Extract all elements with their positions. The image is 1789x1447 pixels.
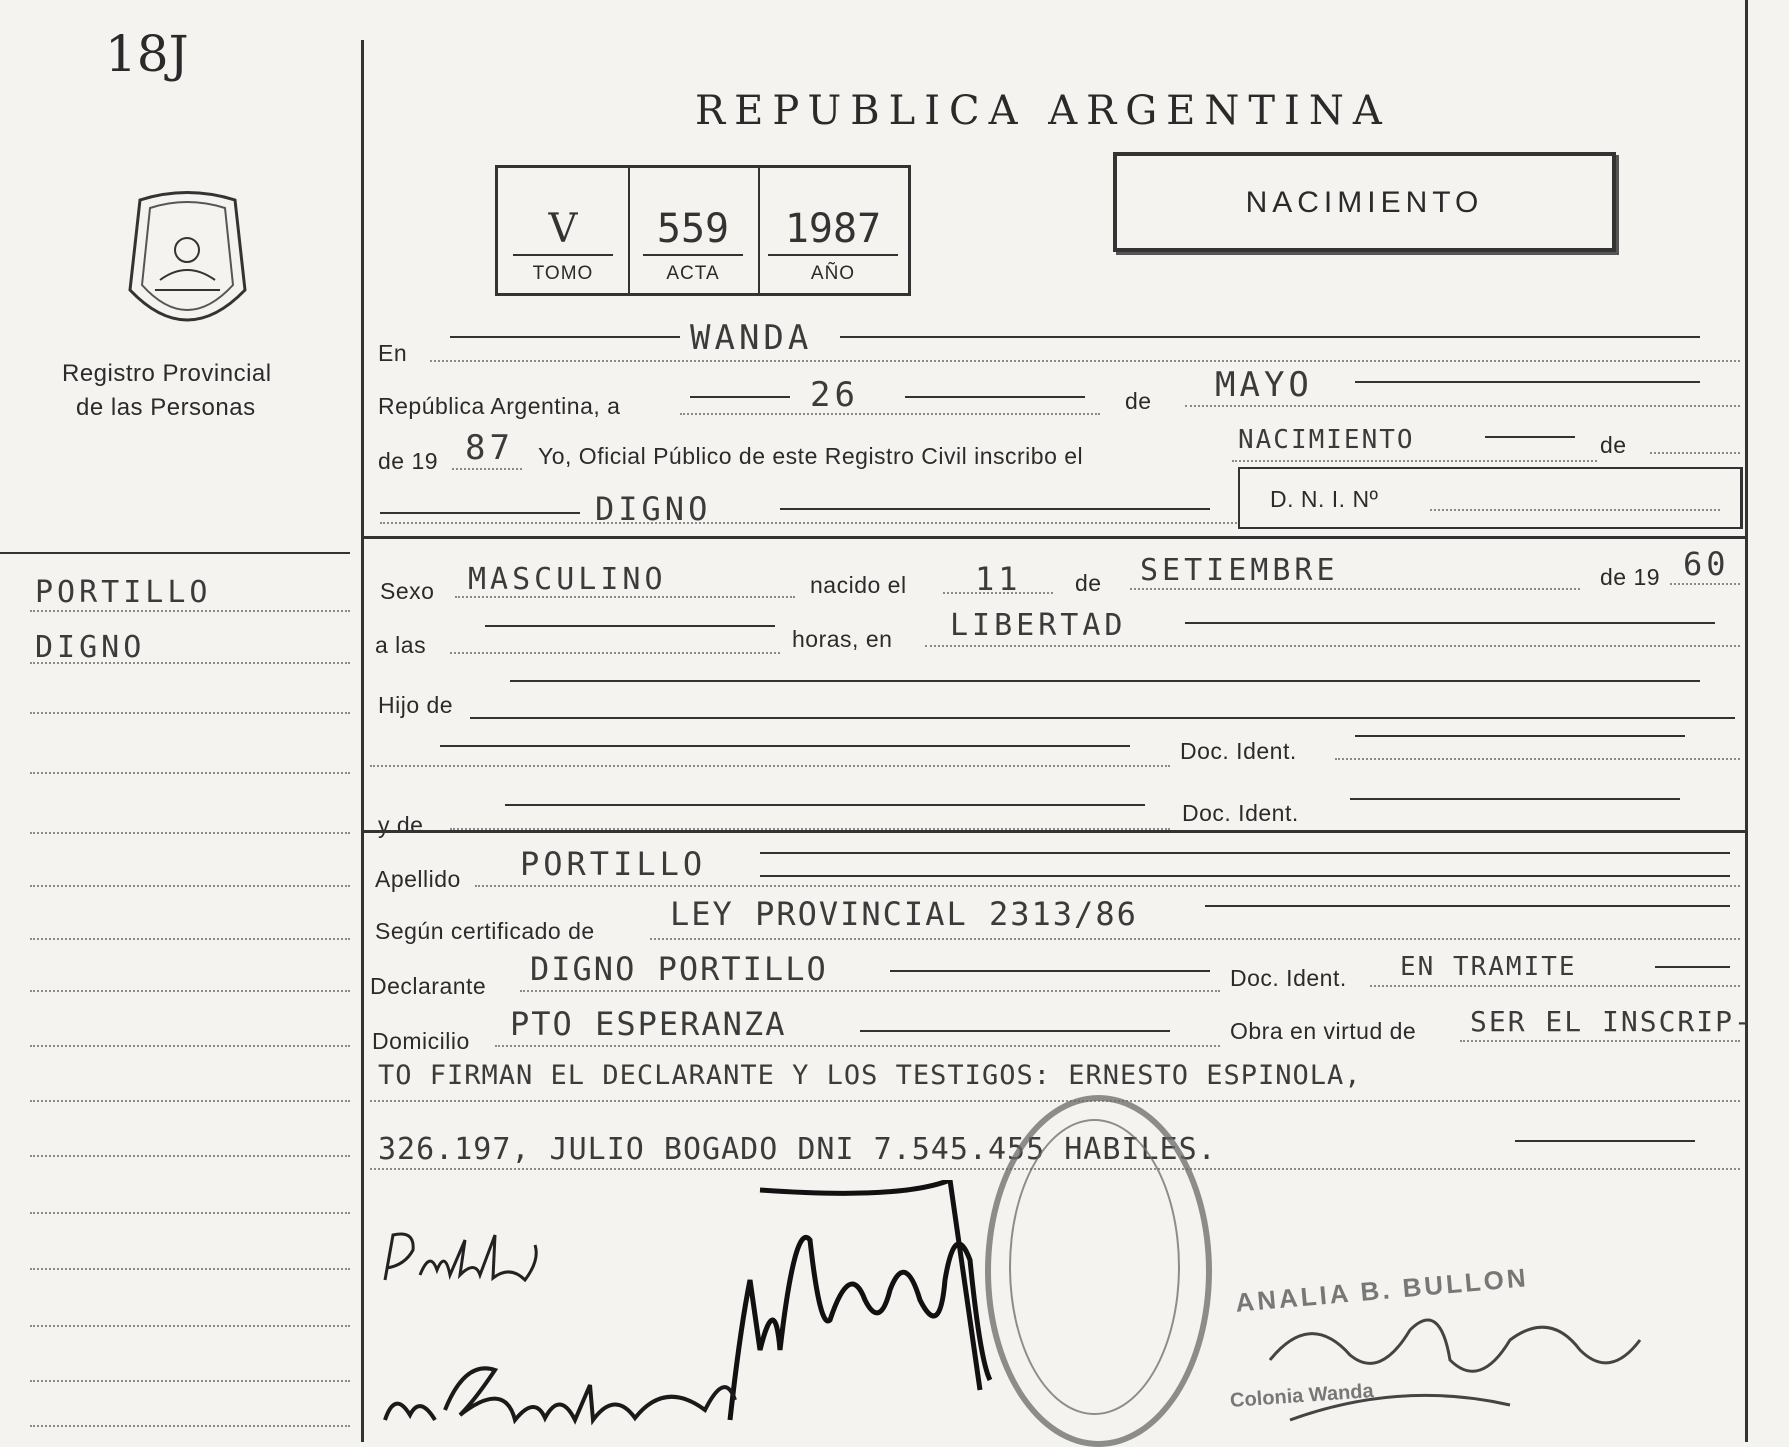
form-line [1185, 622, 1715, 624]
obra-value: SER EL INSCRIP- [1470, 1005, 1753, 1038]
segun-value: LEY PROVINCIAL 2313/86 [670, 895, 1138, 933]
form-line [1515, 1140, 1695, 1142]
republica-label: República Argentina, a [378, 393, 621, 419]
doc-ident-label-3: Doc. Ident. [1230, 965, 1347, 991]
margin-line [30, 938, 350, 940]
hijo-label: Hijo de [378, 692, 454, 718]
yde-label: y de [378, 812, 424, 838]
declarante-label: Declarante [370, 973, 487, 999]
form-line [1370, 985, 1740, 987]
segun-label: Según certificado de [375, 918, 595, 944]
form-line [520, 990, 1220, 992]
birth-day: 11 [975, 560, 1022, 598]
country-title: REPUBLICA ARGENTINA [695, 88, 1391, 134]
section-rule-2 [363, 830, 1745, 833]
anio-label: AÑO [810, 263, 856, 284]
apellido-label: Apellido [375, 866, 461, 892]
margin-line [30, 1212, 350, 1214]
margin-line [30, 662, 350, 664]
year-value: 87 [465, 428, 514, 468]
margin-line [30, 990, 350, 992]
form-line [780, 508, 1210, 510]
margin-line [30, 1268, 350, 1270]
birth-month: SETIEMBRE [1140, 553, 1339, 588]
form-line [1460, 1040, 1740, 1042]
form-line [1650, 452, 1740, 454]
margin-note-name: DIGNO [35, 630, 146, 665]
form-line [370, 1100, 1740, 1102]
margin-line [30, 1100, 350, 1102]
horas-label: horas, en [792, 626, 893, 652]
form-line [925, 645, 1740, 647]
de-label: de [1125, 388, 1152, 414]
domicilio-label: Domicilio [372, 1028, 470, 1054]
doc-ident-value-3: EN TRAMITE [1400, 952, 1577, 982]
form-line [380, 522, 1240, 524]
margin-line [30, 1045, 350, 1047]
margin-line [30, 772, 350, 774]
doc-ident-label-1: Doc. Ident. [1180, 738, 1297, 764]
form-line [1355, 381, 1700, 383]
form-line [440, 745, 1130, 747]
form-line [650, 938, 1740, 940]
margin-line [30, 1325, 350, 1327]
form-line [430, 360, 1740, 362]
form-line [905, 396, 1085, 398]
anio-value: 1987 [784, 206, 882, 252]
stamp-place: Colonia Wanda [1229, 1380, 1375, 1412]
de-label-3: de [1075, 570, 1102, 596]
margin-line [30, 885, 350, 887]
registry-name-line2: de las Personas [76, 394, 256, 421]
form-line [370, 765, 1170, 767]
form-line [1350, 798, 1680, 800]
section-rule [363, 536, 1745, 539]
dni-box [1238, 467, 1743, 529]
place-value: LIBERTAD [950, 608, 1127, 643]
form-line [485, 625, 775, 627]
signature-portillo [375, 1220, 575, 1305]
margin-divider [361, 40, 364, 1442]
form-line [890, 970, 1210, 972]
acta-value: 559 [656, 206, 730, 252]
alas-label: a las [375, 632, 427, 658]
sexo-label: Sexo [380, 578, 435, 604]
continuation-line-1: TO FIRMAN EL DECLARANTE Y LOS TESTIGOS: ERNESTO ESPINOLA, [378, 1060, 1362, 1091]
margin-line [30, 832, 350, 834]
en-label: En [378, 340, 408, 366]
en-value: WANDA [690, 318, 813, 358]
stamp-name: ANALIA B. BULLON [1234, 1262, 1530, 1318]
form-line [510, 680, 1700, 682]
form-line [860, 1030, 1170, 1032]
form-line [452, 468, 522, 470]
form-line [450, 652, 780, 654]
de-label-2: de [1600, 432, 1627, 458]
birth-year: 60 [1683, 545, 1730, 583]
form-line [760, 852, 1730, 854]
de19-label-2: de 19 [1600, 564, 1661, 590]
tomo-acta-box [495, 165, 911, 296]
signature-official [1250, 1290, 1650, 1445]
margin-line [30, 712, 350, 714]
form-line [495, 1045, 1220, 1047]
form-line [1335, 758, 1740, 760]
registry-name-line1: Registro Provincial [62, 360, 272, 387]
tomo-value: V [548, 206, 578, 252]
margin-line [30, 610, 350, 612]
inscribo-value: NACIMIENTO [1238, 425, 1415, 455]
form-line [470, 717, 1735, 719]
margin-note-surname: PORTILLO [35, 575, 212, 610]
de19-label: de 19 [378, 448, 439, 474]
day-value: 26 [810, 375, 859, 415]
provincial-seal [120, 190, 255, 340]
form-line [680, 413, 1100, 415]
right-border [1745, 0, 1748, 1442]
form-line [1185, 405, 1740, 407]
record-type-box [1113, 152, 1616, 252]
nacido-label: nacido el [810, 572, 907, 598]
tomo-label: TOMO [532, 263, 594, 284]
form-line [1655, 966, 1730, 968]
form-line [840, 336, 1700, 338]
page-number: 18J [105, 25, 189, 83]
form-line [1670, 583, 1740, 585]
continuation-line-2: 326.197, JULIO BOGADO DNI 7.545.455 HABILES. [378, 1132, 1217, 1167]
form-line [1485, 436, 1575, 438]
record-type: NACIMIENTO [1245, 186, 1484, 219]
domicilio-value: PTO ESPERANZA [510, 1005, 787, 1043]
obra-label: Obra en virtud de [1230, 1018, 1417, 1044]
dni-label: D. N. I. Nº [1270, 486, 1379, 512]
form-line [760, 875, 1730, 877]
form-line [1130, 588, 1580, 590]
declarante-value: DIGNO PORTILLO [530, 950, 828, 988]
margin-line [30, 1155, 350, 1157]
apellido-value: PORTILLO [520, 845, 707, 883]
form-line [1355, 735, 1685, 737]
name-value: DIGNO [595, 490, 712, 528]
form-line [690, 396, 790, 398]
month-value: MAYO [1215, 365, 1313, 405]
sexo-value: MASCULINO [468, 562, 667, 597]
signature-espinola [375, 1340, 755, 1440]
margin-rule [0, 552, 350, 554]
form-line [450, 336, 680, 338]
oficial-label: Yo, Oficial Público de este Registro Civil inscribo el [538, 443, 1084, 469]
margin-line [30, 1380, 350, 1382]
form-line [505, 804, 1145, 806]
form-line [475, 885, 1740, 887]
form-line [380, 512, 580, 514]
form-line [1232, 460, 1597, 462]
form-line [1205, 905, 1730, 907]
acta-label: ACTA [666, 263, 720, 284]
doc-ident-label-2: Doc. Ident. [1182, 800, 1299, 826]
margin-line [30, 1425, 350, 1427]
